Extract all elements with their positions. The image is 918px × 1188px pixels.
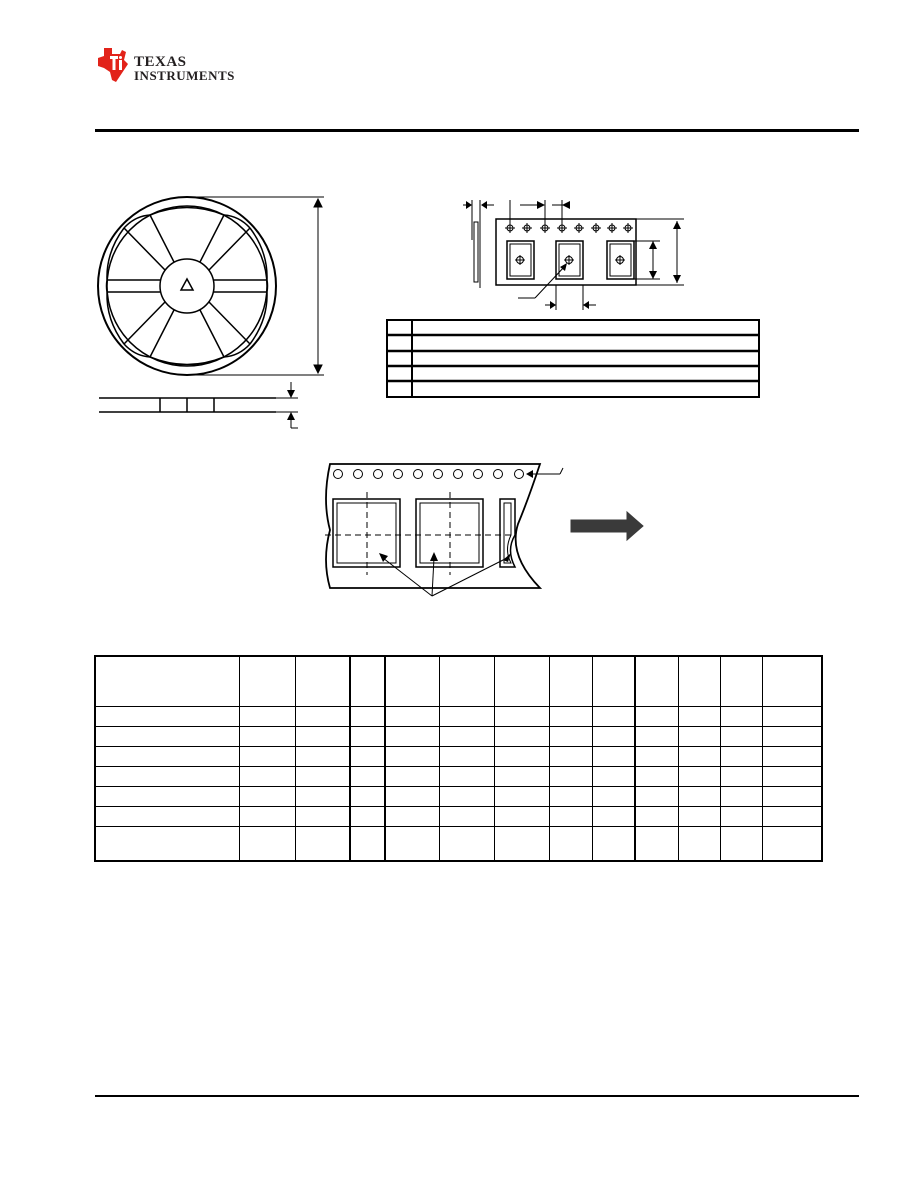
table-body xyxy=(95,706,822,861)
table-cell xyxy=(385,746,439,766)
table-header-cell xyxy=(295,656,350,706)
table-cell xyxy=(720,806,762,826)
table-row xyxy=(95,786,822,806)
carrier-tape-icon xyxy=(463,200,684,310)
table-cell xyxy=(350,786,385,806)
table-cell xyxy=(95,826,239,861)
table-cell xyxy=(635,826,678,861)
reel-side-view xyxy=(99,382,298,428)
table-cell xyxy=(494,806,549,826)
table-header-cell xyxy=(549,656,592,706)
table-cell xyxy=(762,766,822,786)
table-cell xyxy=(385,706,439,726)
table-cell xyxy=(494,746,549,766)
table-cell xyxy=(439,826,494,861)
table-cell xyxy=(350,766,385,786)
table-cell xyxy=(494,766,549,786)
table-cell xyxy=(592,746,635,766)
table-cell xyxy=(762,706,822,726)
table-cell xyxy=(549,766,592,786)
table-cell xyxy=(592,786,635,806)
table-cell xyxy=(635,806,678,826)
table-cell xyxy=(350,806,385,826)
table-cell xyxy=(350,726,385,746)
table-header-cell xyxy=(95,656,239,706)
tape-quadrant-drawing xyxy=(325,464,563,596)
table-cell xyxy=(678,726,720,746)
table-cell xyxy=(762,746,822,766)
feed-direction-arrow-icon xyxy=(571,512,643,540)
table-header-cell xyxy=(494,656,549,706)
table-header-cell xyxy=(635,656,678,706)
table-cell xyxy=(494,706,549,726)
table-cell xyxy=(295,726,350,746)
table-cell xyxy=(239,766,295,786)
table-row xyxy=(95,706,822,726)
table-cell xyxy=(350,826,385,861)
table-row xyxy=(95,826,822,861)
table-cell xyxy=(439,766,494,786)
table-cell xyxy=(494,826,549,861)
table-cell xyxy=(239,746,295,766)
table-cell xyxy=(95,706,239,726)
table-cell xyxy=(549,706,592,726)
table-header-row xyxy=(95,656,822,706)
table-cell xyxy=(95,726,239,746)
table-cell xyxy=(549,726,592,746)
table-cell xyxy=(295,746,350,766)
table-header-cell xyxy=(762,656,822,706)
table-cell xyxy=(385,726,439,746)
table-cell xyxy=(762,806,822,826)
table-cell xyxy=(720,766,762,786)
table-cell xyxy=(439,726,494,746)
table-cell xyxy=(549,786,592,806)
table-header-cell xyxy=(592,656,635,706)
table-cell xyxy=(350,746,385,766)
table-cell xyxy=(762,726,822,746)
table-row xyxy=(95,746,822,766)
table-cell xyxy=(385,826,439,861)
table-cell xyxy=(678,826,720,861)
table-cell xyxy=(350,706,385,726)
table-cell xyxy=(439,806,494,826)
table-cell xyxy=(592,766,635,786)
table-header-cell xyxy=(385,656,439,706)
table-cell xyxy=(239,706,295,726)
table-cell xyxy=(95,786,239,806)
table-cell xyxy=(720,826,762,861)
table-header-cell xyxy=(439,656,494,706)
table-cell xyxy=(720,746,762,766)
table-cell xyxy=(239,806,295,826)
table-cell xyxy=(720,706,762,726)
table-cell xyxy=(385,766,439,786)
table-cell xyxy=(678,806,720,826)
table-cell xyxy=(295,786,350,806)
logo-line-2: INSTRUMENTS xyxy=(134,68,235,83)
table-cell xyxy=(678,706,720,726)
table-cell xyxy=(295,706,350,726)
table-cell xyxy=(592,826,635,861)
table-cell xyxy=(494,726,549,746)
tape-reel-spec-table xyxy=(94,655,823,862)
table-row xyxy=(95,766,822,786)
table-cell xyxy=(635,706,678,726)
table-cell xyxy=(439,786,494,806)
table-cell xyxy=(678,766,720,786)
table-cell xyxy=(239,826,295,861)
table-cell xyxy=(439,706,494,726)
table-cell xyxy=(635,746,678,766)
table-cell xyxy=(295,806,350,826)
table-cell xyxy=(385,806,439,826)
table-cell xyxy=(95,746,239,766)
table-cell xyxy=(720,726,762,746)
table-cell xyxy=(592,706,635,726)
table-cell xyxy=(295,766,350,786)
table-header-cell xyxy=(678,656,720,706)
reel-icon xyxy=(98,197,276,375)
table-cell xyxy=(549,806,592,826)
table-cell xyxy=(762,826,822,861)
table-cell xyxy=(678,746,720,766)
dimension-table xyxy=(387,320,759,397)
table-cell xyxy=(678,786,720,806)
table-row xyxy=(95,726,822,746)
table-cell xyxy=(635,786,678,806)
table-cell xyxy=(592,726,635,746)
table-cell xyxy=(720,786,762,806)
table-cell xyxy=(239,786,295,806)
table-cell xyxy=(95,806,239,826)
table-header-cell xyxy=(350,656,385,706)
table-cell xyxy=(549,746,592,766)
logo-line-1: TEXAS xyxy=(134,54,187,70)
table-cell xyxy=(239,726,295,746)
table-cell xyxy=(762,786,822,806)
footer-rule xyxy=(95,1095,859,1097)
table-cell xyxy=(592,806,635,826)
table-header-cell xyxy=(239,656,295,706)
table-cell xyxy=(494,786,549,806)
table-cell xyxy=(635,766,678,786)
table-header-cell xyxy=(720,656,762,706)
table-cell xyxy=(385,786,439,806)
reel-diameter-dimension xyxy=(187,197,324,375)
table-cell xyxy=(635,726,678,746)
table-row xyxy=(95,806,822,826)
table-cell xyxy=(439,746,494,766)
table-cell xyxy=(295,826,350,861)
table-cell xyxy=(549,826,592,861)
table-cell xyxy=(95,766,239,786)
